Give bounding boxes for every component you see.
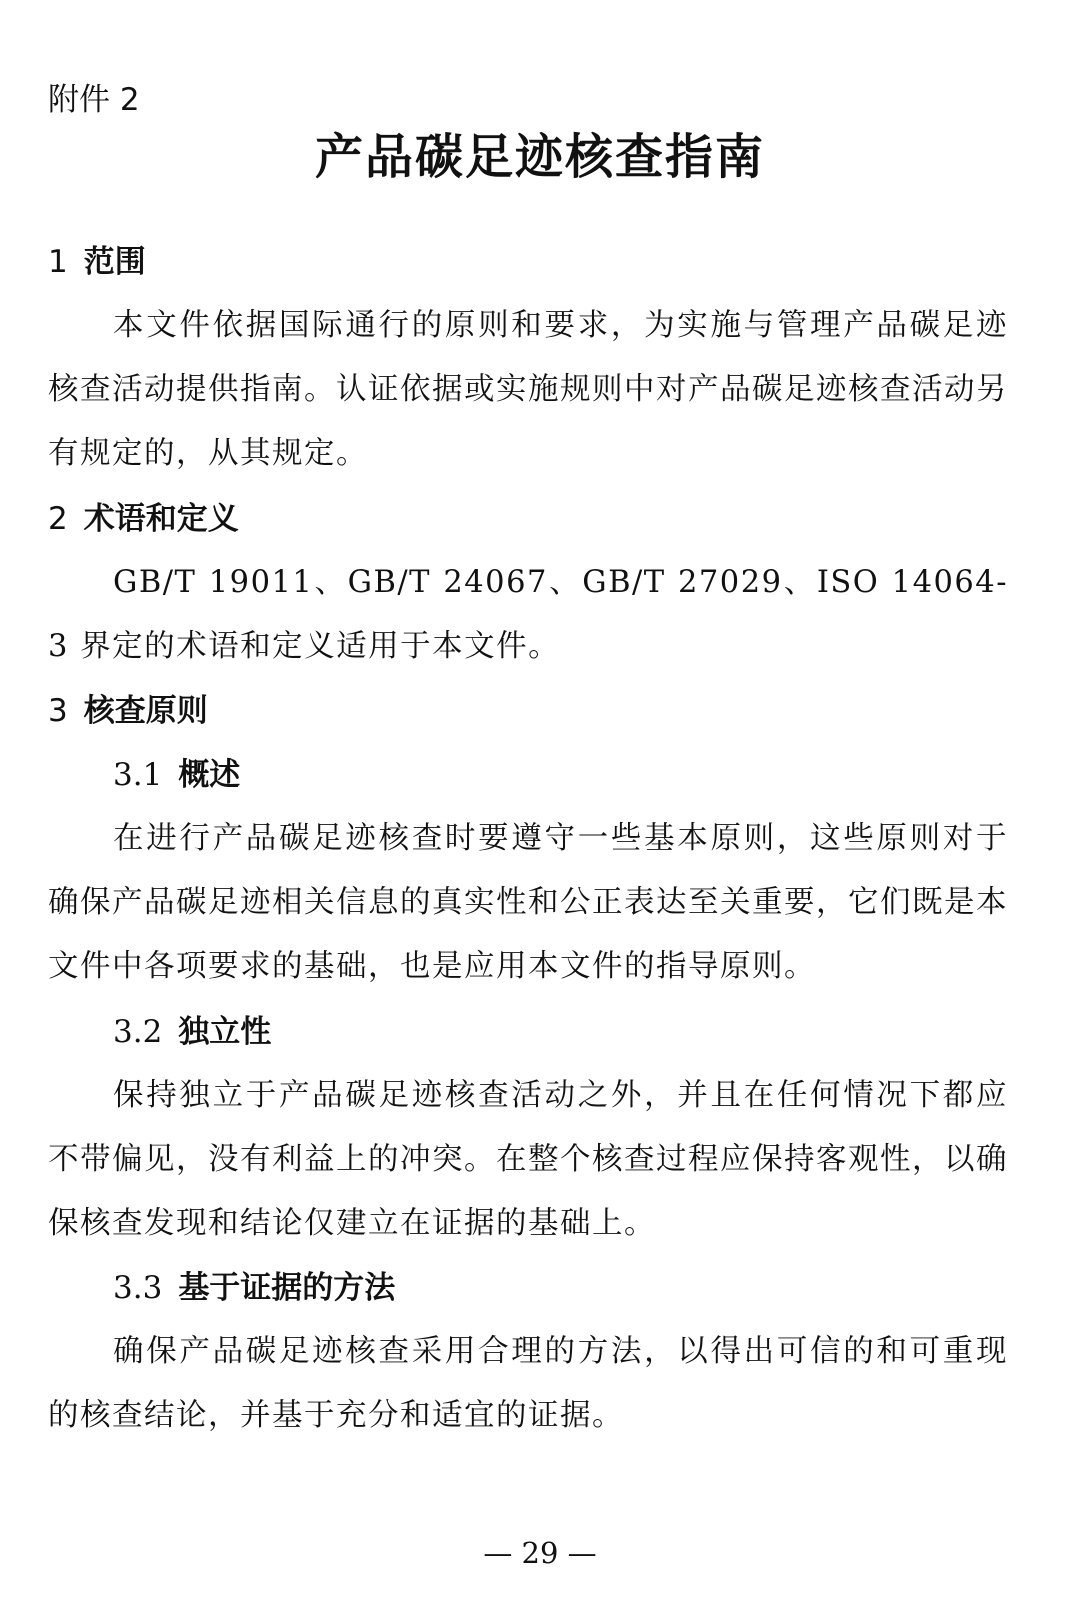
document-title: 产品碳足迹核查指南 (314, 129, 765, 185)
section-3-title: 核查原则 (83, 693, 208, 730)
section-2-heading (48, 487, 1008, 551)
section-3-3-title: 基于证据的方法 (178, 1270, 396, 1307)
section-1-paragraph: 本文件依据国际通行的原则和要求，为实施与管理产品碳足迹核查活动提供指南。认证依据或实施规则中对产品碳足迹核查活动另有规定的，从其规定。 (48, 308, 1008, 472)
section-1-number: 1 (48, 244, 68, 280)
section-3-2-number: 3.2 (113, 1013, 163, 1050)
section-3-2-paragraph: 保持独立于产品碳足迹核查活动之外，并且在任何情况下都应不带偏见，没有利益上的冲突。在整个核查过程应保持客观性，以确保核查发现和结论仅建立在证据的基础上。 (48, 1077, 1008, 1242)
section-3-2-heading (48, 1000, 1008, 1064)
section-3-heading (48, 679, 1008, 743)
section-2-title: 术语和定义 (83, 500, 239, 537)
section-3-3-number: 3.3 (113, 1270, 163, 1307)
section-1-heading (48, 230, 1008, 294)
section-3-number: 3 (48, 693, 68, 730)
annex-label: 附件 2 (48, 82, 140, 118)
section-3-1-heading (48, 743, 1008, 807)
section-2-paragraph: GB/T 19011、GB/T 24067、GB/T 27029、ISO 14064-3 界定的术语和定义适用于本文件。 (48, 564, 1008, 664)
section-2-number: 2 (48, 500, 68, 537)
section-3-1-number: 3.1 (113, 757, 163, 794)
document-body (48, 230, 1008, 1449)
page-number: — 29 — (483, 1536, 597, 1570)
section-3-2-title: 独立性 (178, 1013, 272, 1050)
section-3-1-title: 概述 (178, 757, 241, 794)
section-3-3-paragraph: 确保产品碳足迹核查采用合理的方法，以得出可信的和可重现的核查结论，并基于充分和适宜的证据。 (48, 1334, 1008, 1434)
section-3-3-heading (48, 1256, 1008, 1320)
section-1-title: 范围 (83, 244, 146, 280)
section-3-1-paragraph: 在进行产品碳足迹核查时要遵守一些基本原则，这些原则对于确保产品碳足迹相关信息的真实性和公正表达至关重要，它们既是本文件中各项要求的基础，也是应用本文件的指导原则。 (48, 821, 1008, 985)
